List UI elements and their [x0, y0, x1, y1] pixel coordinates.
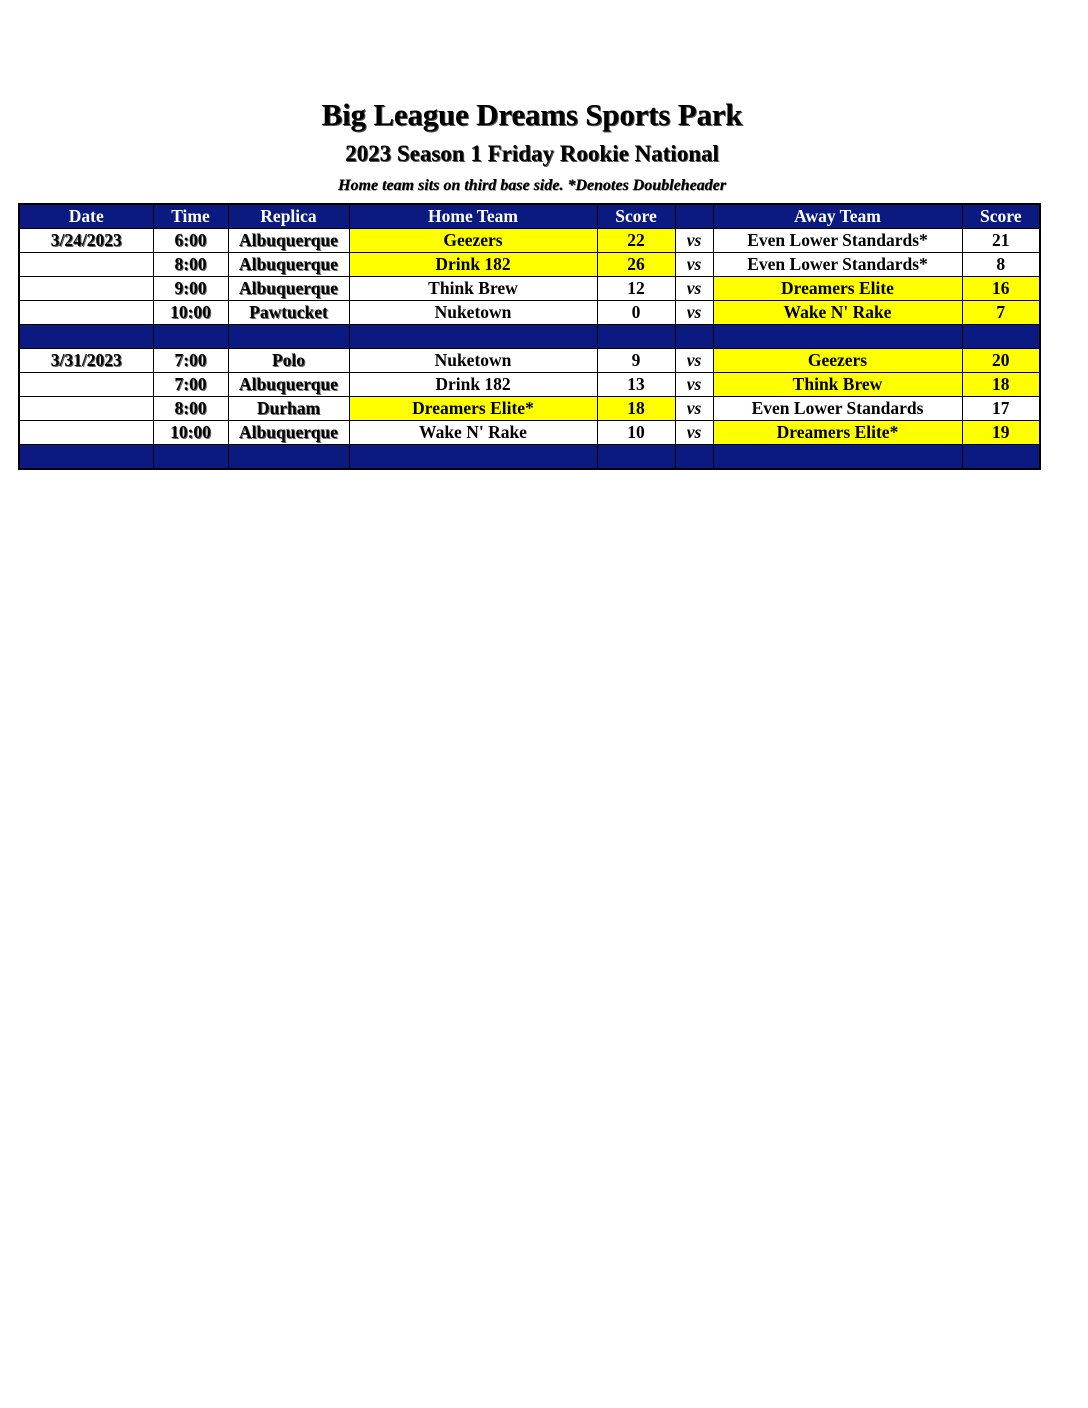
time-cell: 7:00: [153, 373, 228, 397]
separator-cell: [349, 325, 597, 349]
replica-cell: Albuquerque: [228, 229, 349, 253]
away-score-cell: 16: [962, 277, 1040, 301]
replica-cell: Polo: [228, 349, 349, 373]
separator-cell: [597, 325, 675, 349]
replica-cell: Albuquerque: [228, 373, 349, 397]
page-subtitle: 2023 Season 1 Friday Rookie National: [345, 141, 719, 166]
table-row: [19, 277, 1040, 301]
home-team-cell: Think Brew: [349, 277, 597, 301]
table-header-row: [19, 204, 1040, 229]
away-team-cell: Dreamers Elite*: [713, 421, 962, 445]
home-team-cell: Drink 182: [349, 373, 597, 397]
vs-cell: vs: [675, 349, 713, 373]
time-cell: 7:00: [153, 349, 228, 373]
header-replica: Replica: [228, 204, 349, 229]
away-team-cell: Think Brew: [713, 373, 962, 397]
home-team-cell: Wake N' Rake: [349, 421, 597, 445]
away-team-cell: Wake N' Rake: [713, 301, 962, 325]
away-score-cell: 20: [962, 349, 1040, 373]
replica-cell: Pawtucket: [228, 301, 349, 325]
header-vs: [675, 204, 713, 229]
away-team-cell: Even Lower Standards: [713, 397, 962, 421]
time-cell: 8:00: [153, 397, 228, 421]
away-score-cell: 19: [962, 421, 1040, 445]
header-away-score: Score: [962, 204, 1040, 229]
date-cell: [19, 253, 153, 277]
home-score-cell: 22: [597, 229, 675, 253]
separator-cell: [153, 445, 228, 470]
home-score-cell: 26: [597, 253, 675, 277]
vs-cell: vs: [675, 229, 713, 253]
date-cell: [19, 373, 153, 397]
replica-cell: Albuquerque: [228, 277, 349, 301]
vs-cell: vs: [675, 421, 713, 445]
separator-cell: [962, 325, 1040, 349]
table-row: [19, 349, 1040, 373]
separator-cell: [597, 445, 675, 470]
table-row: [19, 421, 1040, 445]
separator-cell: [713, 325, 962, 349]
table-row: [19, 229, 1040, 253]
home-team-cell: Dreamers Elite*: [349, 397, 597, 421]
home-score-cell: 0: [597, 301, 675, 325]
away-score-cell: 21: [962, 229, 1040, 253]
schedule-note: Home team sits on third base side. *Denotes Doubleheader: [338, 177, 726, 194]
date-cell: [19, 421, 153, 445]
separator-cell: [228, 445, 349, 470]
separator-cell: [19, 445, 153, 470]
home-team-cell: Nuketown: [349, 349, 597, 373]
replica-cell: Albuquerque: [228, 253, 349, 277]
home-team-cell: Geezers: [349, 229, 597, 253]
page-title: Big League Dreams Sports Park: [321, 97, 743, 132]
time-cell: 10:00: [153, 301, 228, 325]
header-home-team: Home Team: [349, 204, 597, 229]
vs-cell: vs: [675, 397, 713, 421]
time-cell: 9:00: [153, 277, 228, 301]
table-row: [19, 373, 1040, 397]
header-date: Date: [19, 204, 153, 229]
replica-cell: Albuquerque: [228, 421, 349, 445]
away-team-cell: Geezers: [713, 349, 962, 373]
away-score-cell: 7: [962, 301, 1040, 325]
separator-cell: [228, 325, 349, 349]
home-team-cell: Drink 182: [349, 253, 597, 277]
header-time: Time: [153, 204, 228, 229]
header-away-team: Away Team: [713, 204, 962, 229]
date-cell: 3/31/2023: [19, 349, 153, 373]
separator-cell: [349, 445, 597, 470]
schedule-table: [18, 203, 1041, 470]
home-score-cell: 10: [597, 421, 675, 445]
vs-cell: vs: [675, 253, 713, 277]
away-team-cell: Even Lower Standards*: [713, 253, 962, 277]
schedule-body: [19, 229, 1040, 470]
separator-row: [19, 325, 1040, 349]
home-score-cell: 18: [597, 397, 675, 421]
away-score-cell: 8: [962, 253, 1040, 277]
vs-cell: vs: [675, 277, 713, 301]
home-team-cell: Nuketown: [349, 301, 597, 325]
separator-cell: [675, 445, 713, 470]
date-cell: [19, 277, 153, 301]
away-score-cell: 18: [962, 373, 1040, 397]
separator-row: [19, 445, 1040, 470]
replica-cell: Durham: [228, 397, 349, 421]
away-score-cell: 17: [962, 397, 1040, 421]
time-cell: 6:00: [153, 229, 228, 253]
date-cell: 3/24/2023: [19, 229, 153, 253]
separator-cell: [962, 445, 1040, 470]
separator-cell: [19, 325, 153, 349]
table-row: [19, 301, 1040, 325]
vs-cell: vs: [675, 373, 713, 397]
home-score-cell: 13: [597, 373, 675, 397]
separator-cell: [675, 325, 713, 349]
home-score-cell: 12: [597, 277, 675, 301]
table-row: [19, 397, 1040, 421]
home-score-cell: 9: [597, 349, 675, 373]
time-cell: 10:00: [153, 421, 228, 445]
vs-cell: vs: [675, 301, 713, 325]
header-home-score: Score: [597, 204, 675, 229]
time-cell: 8:00: [153, 253, 228, 277]
away-team-cell: Dreamers Elite: [713, 277, 962, 301]
date-cell: [19, 397, 153, 421]
separator-cell: [713, 445, 962, 470]
away-team-cell: Even Lower Standards*: [713, 229, 962, 253]
table-row: [19, 253, 1040, 277]
date-cell: [19, 301, 153, 325]
separator-cell: [153, 325, 228, 349]
